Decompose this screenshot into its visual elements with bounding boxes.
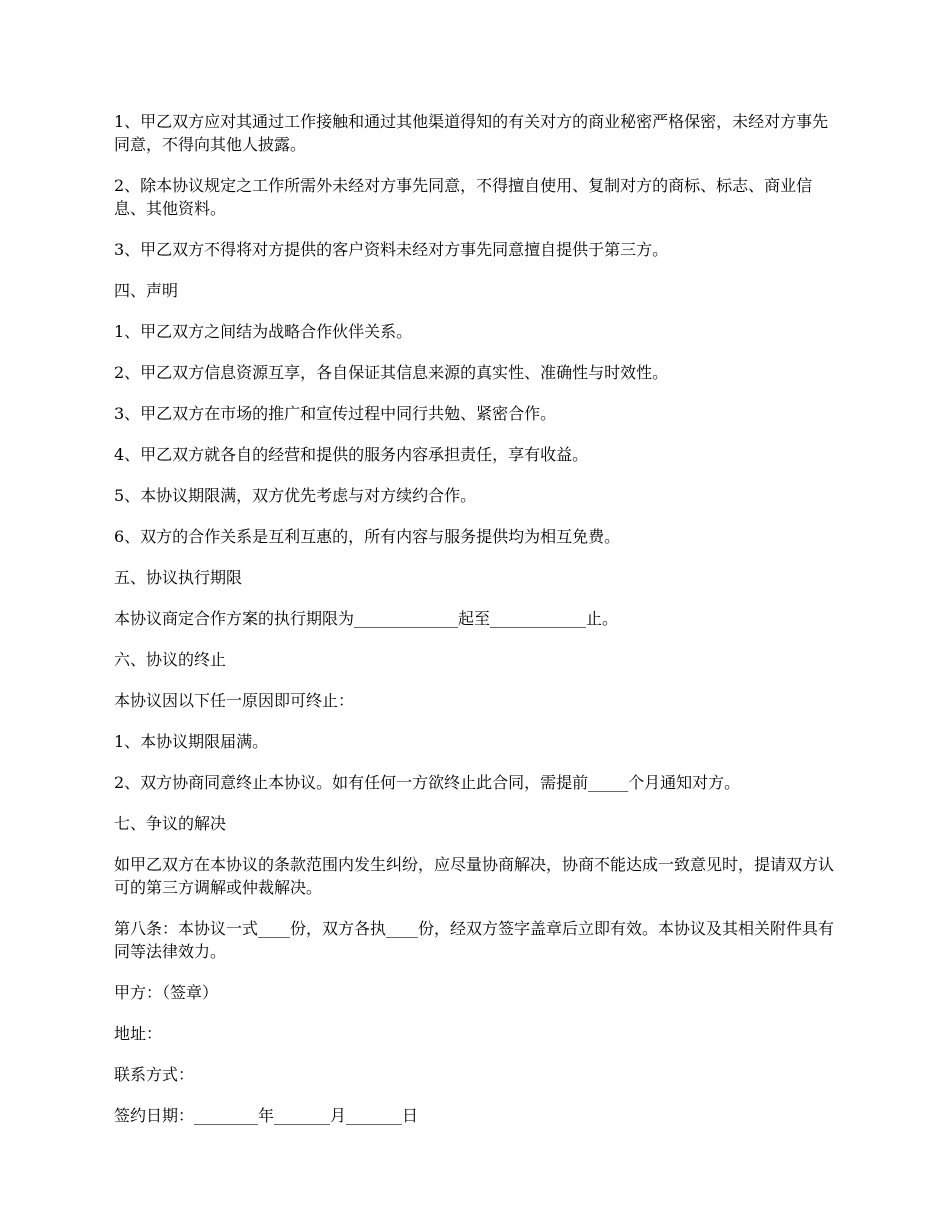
contact-line: 联系方式：	[114, 1065, 195, 1084]
article-eight-clause: 第八条：本协议一式____份，双方各执____份，经双方签字盖章后立即有效。本协议及其相关附件具有同等法律效力。	[114, 919, 835, 961]
declaration-clause-4: 4、甲乙双方就各自的经营和提供的服务内容承担责任，享有收益。	[114, 445, 589, 464]
confidentiality-clause-1: 1、甲乙双方应对其通过工作接触和通过其他渠道得知的有关对方的商业秘密严格保密，未经对方事先同意，不得向其他人披露。	[114, 112, 829, 154]
declaration-clause-5: 5、本协议期限满，双方优先考虑与对方续约合作。	[114, 486, 477, 505]
section-heading-declaration: 四、声明	[114, 281, 179, 300]
document-body	[114, 110, 844, 1145]
termination-clause-1: 1、本协议期限届满。	[114, 732, 269, 751]
declaration-clause-6: 6、双方的合作关系是互利互惠的，所有内容与服务提供均为相互免费。	[114, 527, 621, 546]
section-heading-term: 五、协议执行期限	[114, 568, 243, 587]
term-clause: 本协议商定合作方案的执行期限为_____________起至____________止。	[114, 609, 619, 628]
declaration-clause-2: 2、甲乙双方信息资源互享，各自保证其信息来源的真实性、准确性与时效性。	[114, 363, 669, 382]
section-heading-termination: 六、协议的终止	[114, 650, 227, 669]
party-a-signature: 甲方：（签章）	[114, 983, 219, 1002]
address-line: 地址：	[114, 1024, 163, 1043]
section-heading-dispute: 七、争议的解决	[114, 814, 227, 833]
confidentiality-clause-3: 3、甲乙双方不得将对方提供的客户资料未经对方事先同意擅自提供于第三方。	[114, 240, 669, 259]
termination-intro: 本协议因以下任一原因即可终止：	[114, 691, 355, 710]
declaration-clause-1: 1、甲乙双方之间结为战略合作伙伴关系。	[114, 322, 413, 341]
declaration-clause-3: 3、甲乙双方在市场的推广和宣传过程中同行共勉、紧密合作。	[114, 404, 557, 423]
dispute-clause: 如甲乙双方在本协议的条款范围内发生纠纷，应尽量协商解决，协商不能达成一致意见时，提请双方认可的第三方调解或仲裁解决。	[114, 855, 835, 897]
confidentiality-clause-2: 2、除本协议规定之工作所需外未经对方事先同意，不得擅自使用、复制对方的商标、标志、商业信息、其他资料。	[114, 176, 813, 218]
termination-clause-2: 2、双方协商同意终止本协议。如有任何一方欲终止此合同，需提前_____个月通知对方。	[114, 773, 741, 792]
signing-date-line: 签约日期：________年_______月_______日	[114, 1106, 419, 1125]
